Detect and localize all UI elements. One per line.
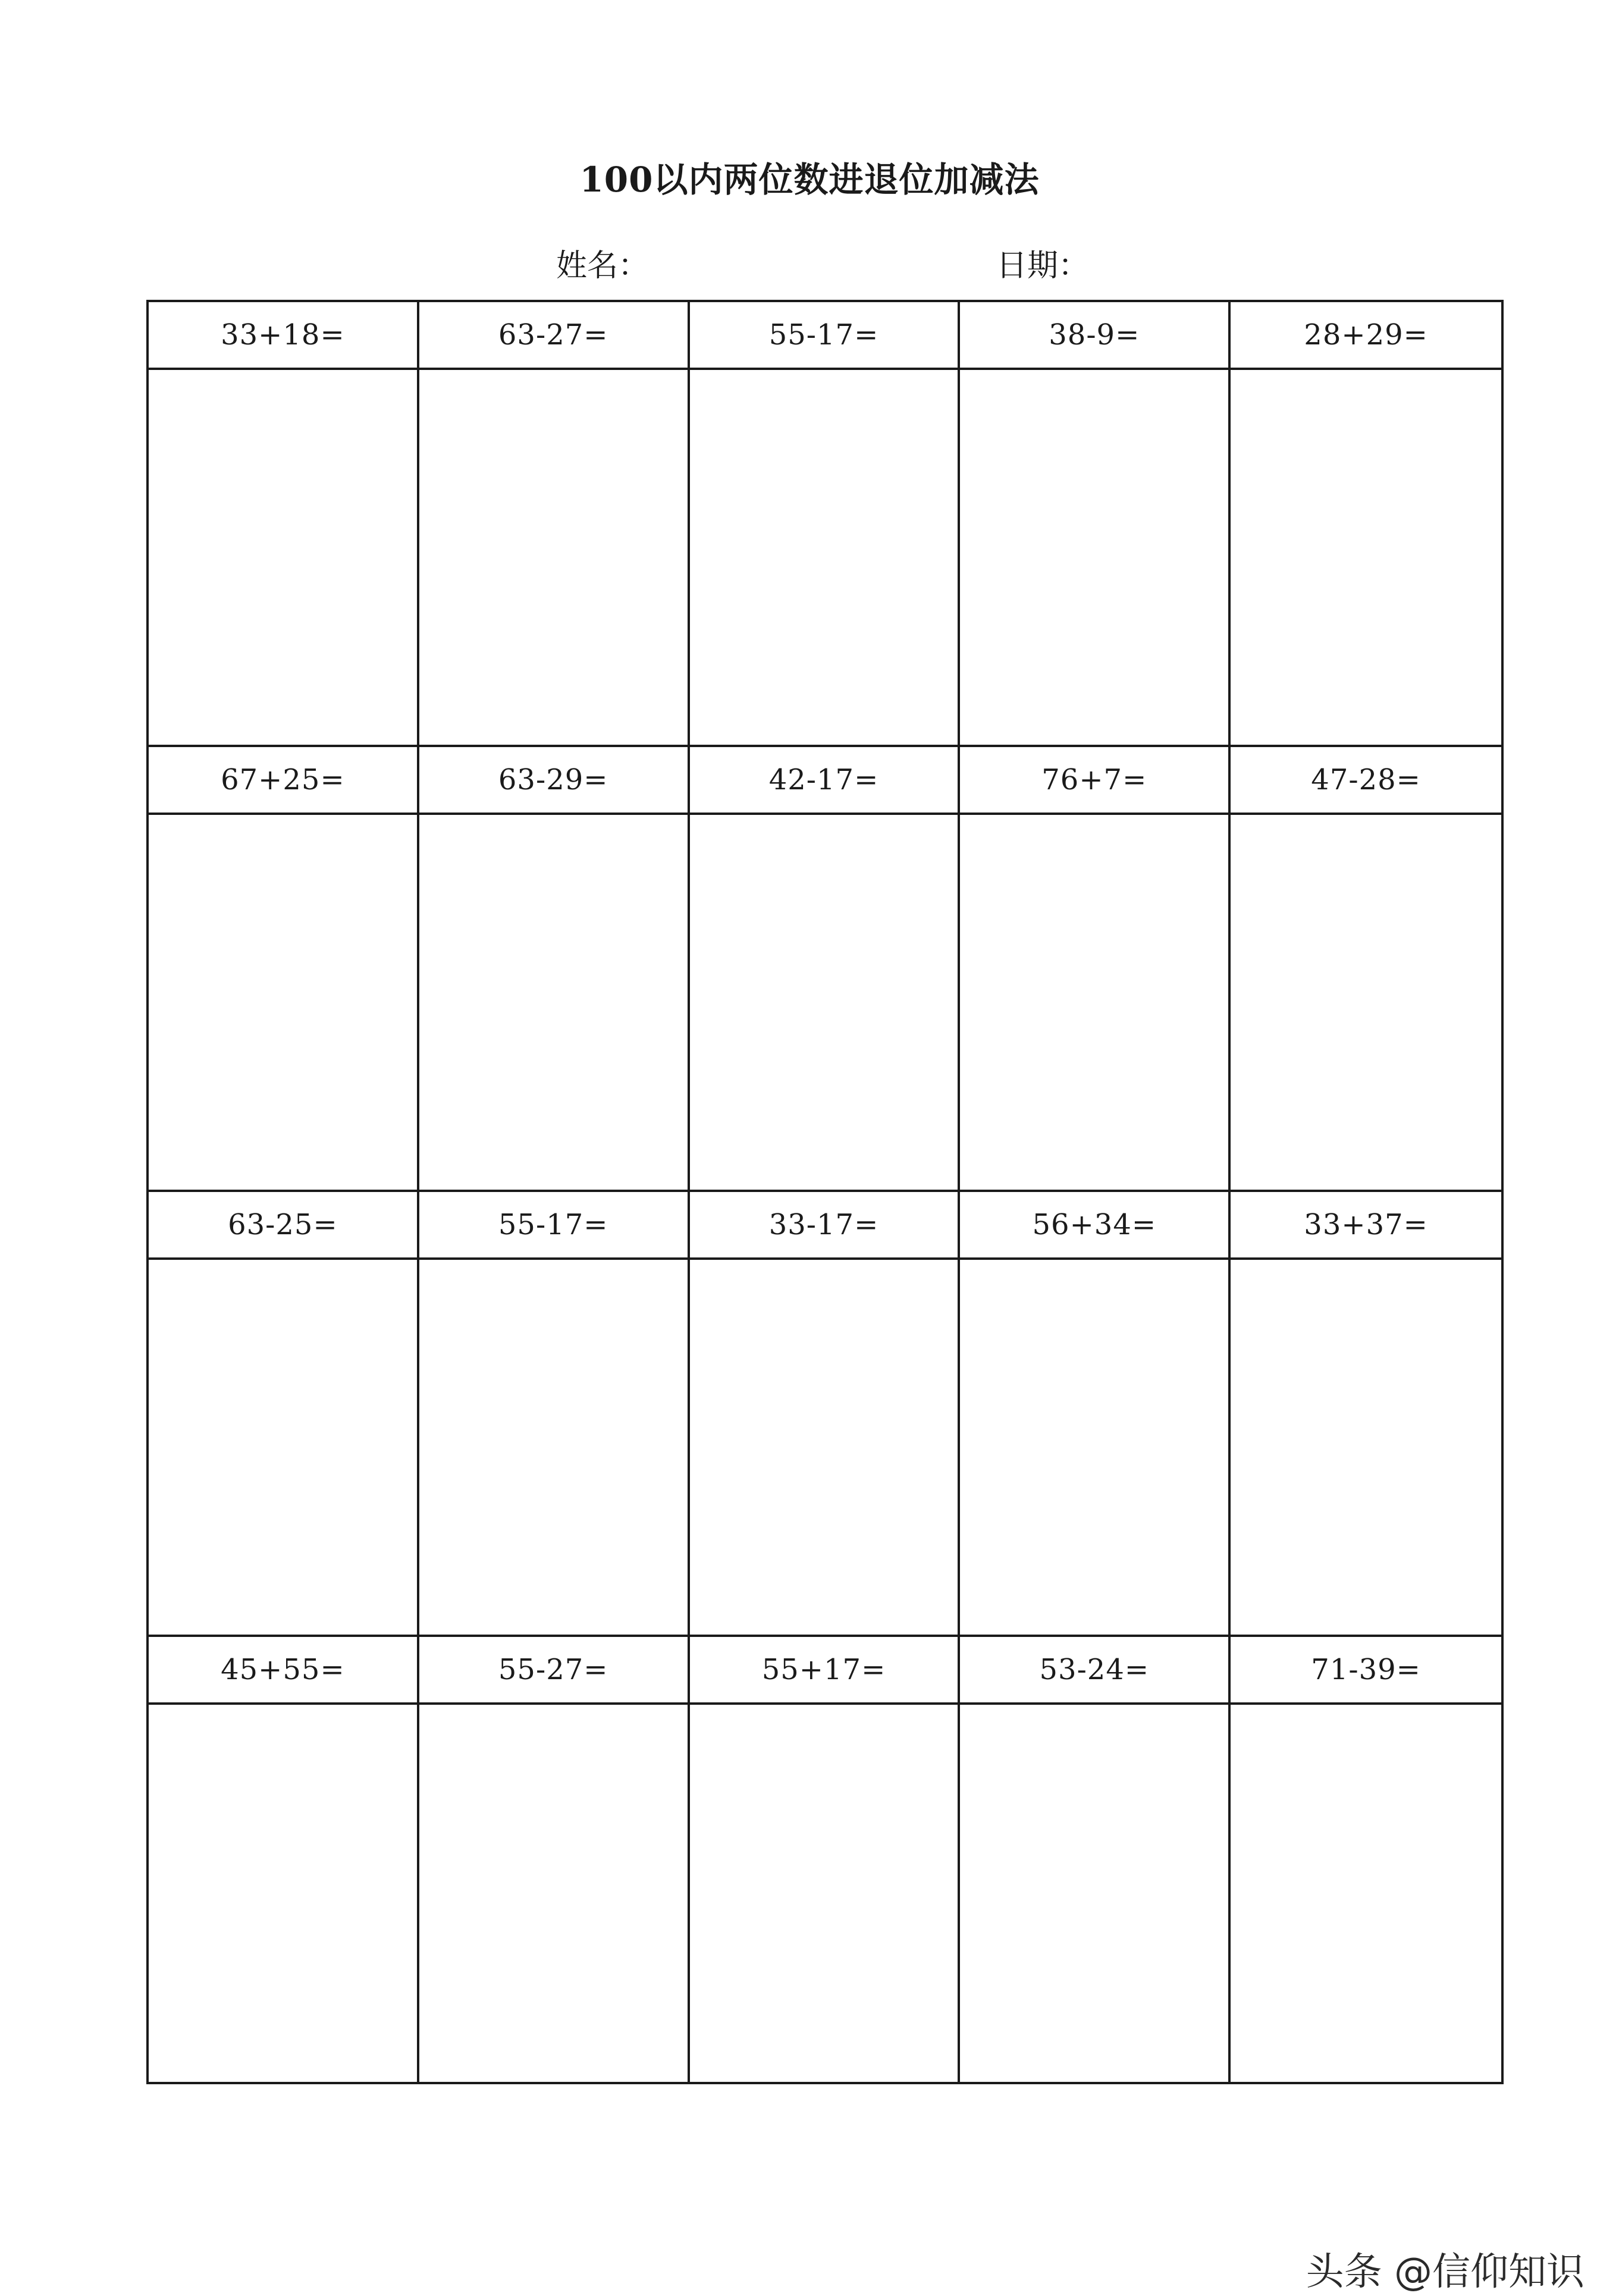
work-area <box>149 1260 417 1635</box>
work-area <box>1231 370 1501 745</box>
name-field-label: 姓名： <box>556 248 650 284</box>
work-area <box>149 815 417 1190</box>
date-field-label: 日期： <box>996 248 1090 284</box>
problem-cell <box>690 747 961 1192</box>
problem-cell <box>419 747 690 1192</box>
problem-text: 42-17= <box>690 747 958 815</box>
work-area <box>690 1260 958 1635</box>
problem-cell <box>960 747 1231 1192</box>
problem-cell <box>690 1192 961 1637</box>
problem-text: 55-27= <box>419 1637 688 1705</box>
work-area <box>1231 815 1501 1190</box>
work-area <box>960 370 1228 745</box>
work-area <box>149 370 417 745</box>
problem-cell <box>419 302 690 747</box>
worksheet-grid <box>146 300 1504 2084</box>
problem-cell <box>960 302 1231 747</box>
problem-cell <box>960 1192 1231 1637</box>
problem-text: 56+34= <box>960 1192 1228 1260</box>
problem-text: 63-29= <box>419 747 688 815</box>
work-area <box>960 815 1228 1190</box>
problem-cell <box>690 302 961 747</box>
problem-text: 71-39= <box>1231 1637 1501 1705</box>
problem-text: 55-17= <box>690 302 958 370</box>
problem-cell <box>960 1637 1231 2082</box>
problem-cell <box>1231 1637 1501 2082</box>
work-area <box>1231 1260 1501 1635</box>
work-area <box>960 1260 1228 1635</box>
problem-text: 55+17= <box>690 1637 958 1705</box>
problem-text: 63-27= <box>419 302 688 370</box>
problem-text: 33+37= <box>1231 1192 1501 1260</box>
problem-text: 63-25= <box>149 1192 417 1260</box>
problem-text: 53-24= <box>960 1637 1228 1705</box>
work-area <box>960 1705 1228 2082</box>
problem-text: 33-17= <box>690 1192 958 1260</box>
problem-text: 38-9= <box>960 302 1228 370</box>
problem-cell <box>1231 747 1501 1192</box>
work-area <box>419 370 688 745</box>
problem-cell <box>149 302 419 747</box>
work-area <box>419 1705 688 2082</box>
problem-text: 28+29= <box>1231 302 1501 370</box>
problem-cell <box>149 747 419 1192</box>
problem-cell <box>419 1637 690 2082</box>
work-area <box>690 370 958 745</box>
work-area <box>1231 1705 1501 2082</box>
problem-text: 67+25= <box>149 747 417 815</box>
work-area <box>419 1260 688 1635</box>
problem-text: 33+18= <box>149 302 417 370</box>
work-area <box>419 815 688 1190</box>
problem-cell <box>149 1637 419 2082</box>
problem-text: 55-17= <box>419 1192 688 1260</box>
problem-text: 76+7= <box>960 747 1228 815</box>
work-area <box>149 1705 417 2082</box>
watermark-text: 头条 @信仰知识 <box>1306 2250 1585 2294</box>
problem-cell <box>1231 1192 1501 1637</box>
work-area <box>690 1705 958 2082</box>
problem-cell <box>690 1637 961 2082</box>
page-title: 100以内两位数进退位加减法 <box>579 159 1040 200</box>
problem-text: 47-28= <box>1231 747 1501 815</box>
problem-text: 45+55= <box>149 1637 417 1705</box>
problem-cell <box>419 1192 690 1637</box>
problem-cell <box>149 1192 419 1637</box>
problem-cell <box>1231 302 1501 747</box>
work-area <box>690 815 958 1190</box>
